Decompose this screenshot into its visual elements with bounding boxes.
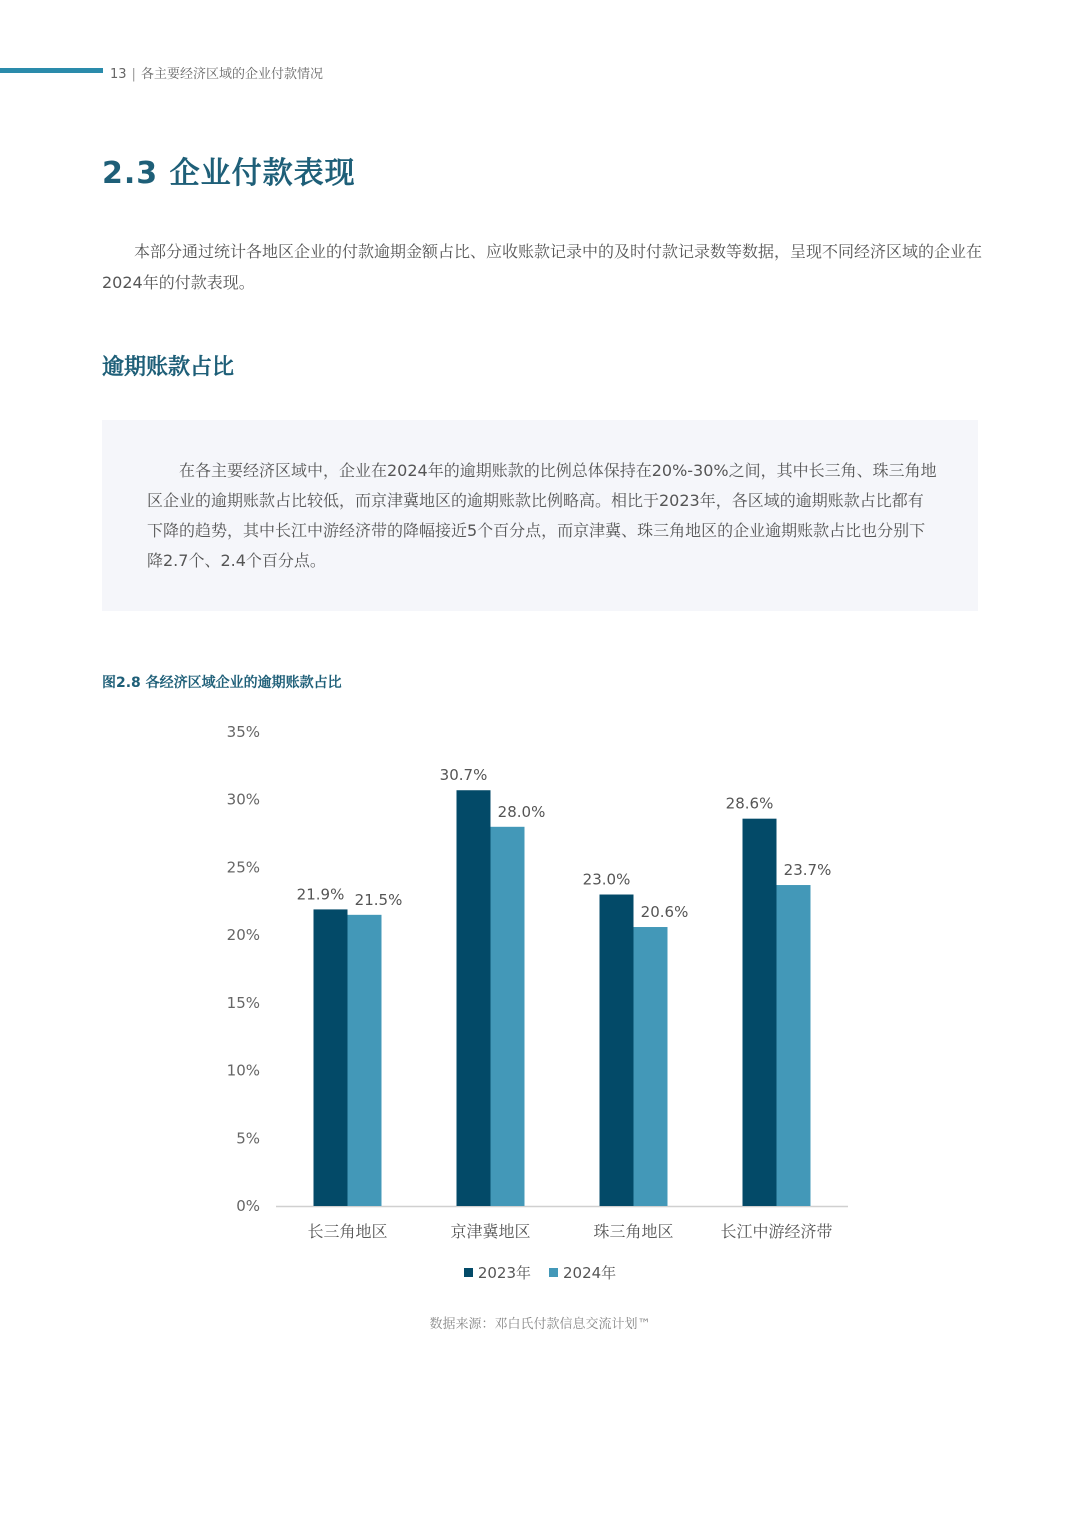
y-tick-label: 0% [236,1197,260,1215]
figure-title: 图2.8 各经济区域企业的逾期账款占比 [102,675,342,691]
source-note: 数据来源：邓白氏付款信息交流计划™ [429,1317,651,1332]
bar-2024 [634,927,668,1206]
legend-swatch-2023 [464,1268,473,1277]
bar-chart [0,700,1080,1260]
header-accent-line [0,68,103,73]
data-label: 30.7% [439,766,488,785]
x-tick-label: 长三角地区 [307,1222,388,1241]
x-tick-label: 珠三角地区 [593,1222,674,1241]
data-label: 21.9% [296,885,345,904]
data-label: 23.7% [783,861,832,880]
header-separator: | [131,67,136,82]
callout-text: 在各主要经济区域中，企业在2024年的逾期账款的比例总体保持在20%-30%之间，其中长三角、珠三角地区企业的逾期账款占比较低，而京津冀地区的逾期账款比例略高。相比于2023年，各区域的逾期账款占比都有下降的趋势，其中长江中游经济带的降幅接近5个百分点，而京津冀、珠三角地区的企业逾期账款占比也分别下降2.7个、2.4个百分点。 [147,461,937,570]
legend-label-2024: 2024年 [563,1264,617,1282]
data-label: 28.0% [497,802,546,821]
chart-legend [0,1262,1080,1283]
bar-2023 [600,895,634,1206]
x-tick-label: 长江中游经济带 [720,1222,833,1241]
bar-2023 [743,819,777,1206]
legend-swatch-2024 [549,1268,558,1277]
x-tick-label: 京津冀地区 [450,1222,531,1241]
y-tick-label: 5% [236,1129,260,1148]
y-tick-label: 30% [226,790,260,809]
header-section-name: 各主要经济区域的企业付款情况 [140,67,323,82]
running-header [110,63,323,82]
y-tick-label: 35% [226,723,260,741]
data-label: 20.6% [640,903,689,922]
legend-label-2023: 2023年 [477,1264,531,1282]
data-label: 23.0% [582,870,631,889]
section-title: 2.3 企业付款表现 [102,156,356,191]
bar-2024 [348,915,382,1206]
intro-paragraph: 本部分通过统计各地区企业的付款逾期金额占比、应收账款记录中的及时付款记录数等数据，呈现不同经济区域的企业在2024年的付款表现。 [102,242,983,292]
y-tick-label: 15% [226,993,260,1012]
bar-2024 [491,827,525,1206]
bar-2023 [314,909,348,1206]
data-label: 21.5% [354,890,403,909]
legend-item-2023 [464,1262,531,1283]
bar-2024 [777,885,811,1206]
y-tick-label: 20% [226,926,260,945]
subsection-title: 逾期账款占比 [102,355,235,380]
data-label: 28.6% [725,794,774,813]
y-tick-label: 25% [226,858,260,877]
summary-callout [102,420,978,611]
page-number: 13 [110,67,127,82]
y-tick-label: 10% [226,1061,260,1080]
bar-2023 [457,790,491,1206]
legend-item-2024 [549,1262,616,1283]
